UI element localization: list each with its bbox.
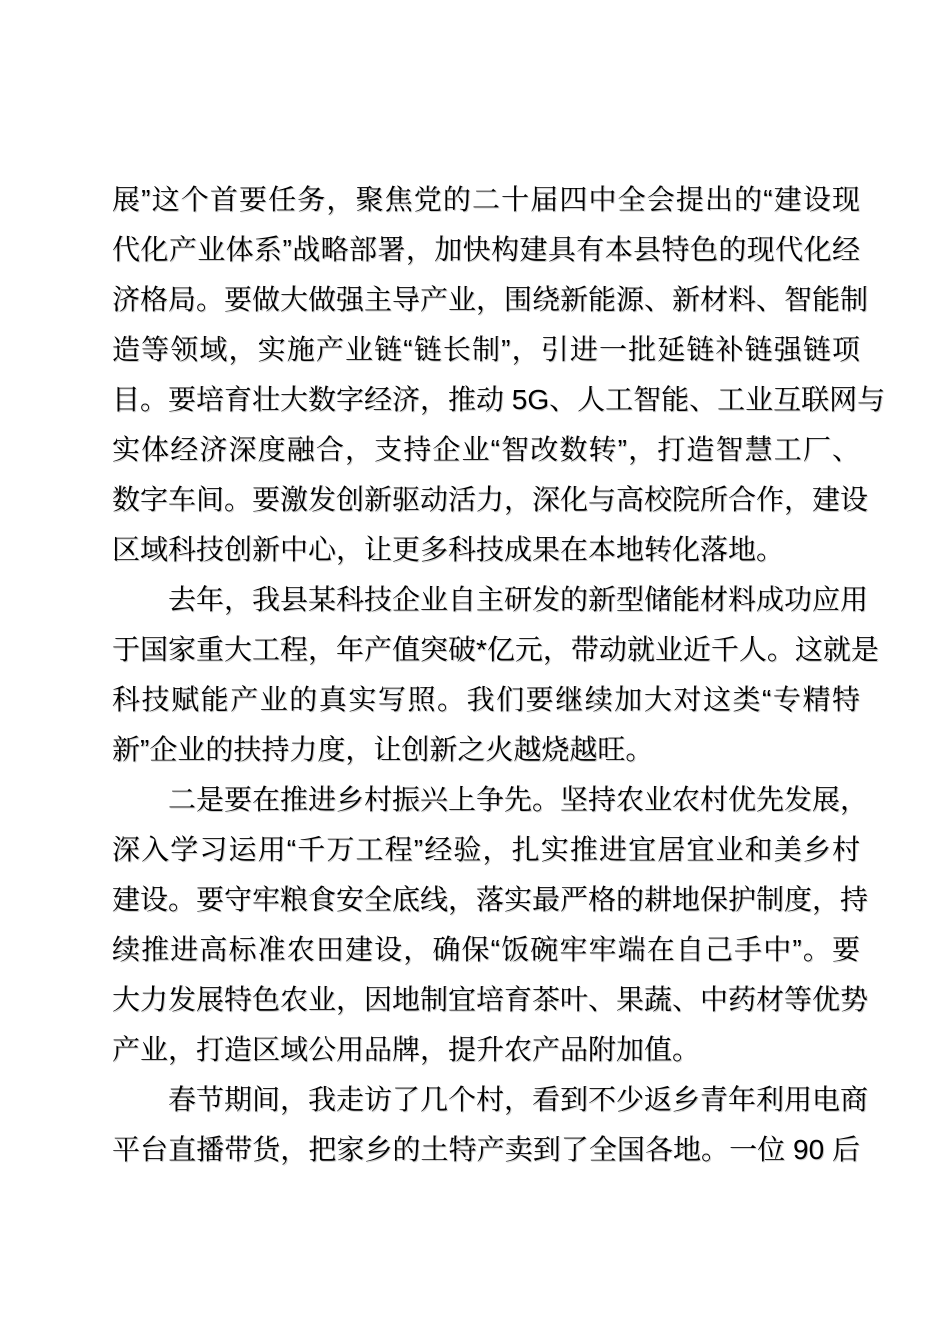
text-line: 续推进高标准农田建设，确保“饭碗牢牢端在自己手中”。要: [112, 934, 860, 965]
text-line: 科技赋能产业的真实写照。我们要继续加大对这类“专精特: [112, 684, 860, 715]
text-line: 造等领域，实施产业链“链长制”，引进一批延链补链强链项: [112, 334, 860, 365]
text-line: 展”这个首要任务，聚焦党的二十届四中全会提出的“建设现: [112, 184, 860, 215]
text-line: 深入学习运用“千万工程”经验，扎实推进宜居宜业和美乡村: [112, 834, 860, 865]
text-line: 春节期间，我走访了几个村，看到不少返乡青年利用电商: [168, 1084, 869, 1115]
text-line: 目。要培育壮大数字经济，推动 5G、人工智能、工业互联网与: [112, 384, 886, 415]
text-block: [112, 175, 886, 1175]
text-line: 区域科技创新中心，让更多科技成果在本地转化落地。: [112, 534, 785, 565]
text-line: 去年，我县某科技企业自主研发的新型储能材料成功应用: [168, 584, 869, 615]
text-line: 济格局。要做大做强主导产业，围绕新能源、新材料、智能制: [112, 284, 869, 315]
text-line: 建设。要守牢粮食安全底线，落实最严格的耕地保护制度，持: [112, 884, 869, 915]
text-line: 新”企业的扶持力度，让创新之火越烧越旺。: [112, 734, 654, 765]
text-line: 数字车间。要激发创新驱动活力，深化与高校院所合作，建设: [112, 484, 869, 515]
text-line: 于国家重大工程，年产值突破*亿元，带动就业近千人。这就是: [112, 634, 879, 665]
text-line: 产业，打造区域公用品牌，提升农产品附加值。: [112, 1034, 701, 1065]
text-line: 实体经济深度融合，支持企业“智改数转”，打造智慧工厂、: [112, 434, 860, 465]
text-line: 平台直播带货，把家乡的土特产卖到了全国各地。一位 90 后: [112, 1134, 860, 1165]
text-line: 大力发展特色农业，因地制宜培育茶叶、果蔬、中药材等优势: [112, 984, 869, 1015]
text-line: 二是要在推进乡村振兴上争先。坚持农业农村优先发展，: [168, 784, 869, 815]
text-line: 代化产业体系”战略部署，加快构建具有本县特色的现代化经: [112, 234, 860, 265]
